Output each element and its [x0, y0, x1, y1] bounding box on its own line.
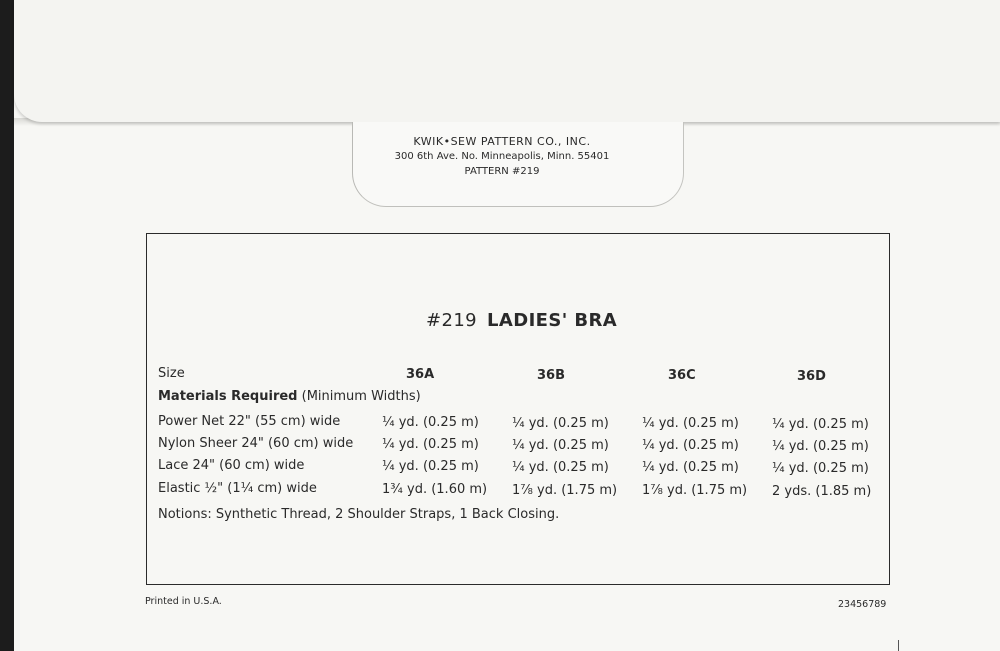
cell: ¼ yd. (0.25 m) [512, 460, 609, 475]
title-number: #219 [426, 310, 478, 331]
envelope-flap [14, 0, 1000, 122]
cell: ¼ yd. (0.25 m) [772, 439, 869, 454]
pattern-number: PATTERN #219 [464, 166, 540, 177]
catalog-code: 23456789 [838, 599, 887, 610]
title-name: LADIES' BRA [487, 310, 618, 331]
row-label: Lace 24" (60 cm) wide [158, 458, 305, 473]
row-label: Power Net 22" (55 cm) wide [158, 414, 341, 429]
cell: 1⅞ yd. (1.75 m) [512, 483, 618, 498]
materials-header [158, 389, 421, 404]
materials-label: Materials Required [158, 389, 298, 404]
cell: ¼ yd. (0.25 m) [772, 461, 869, 476]
cell: ¼ yd. (0.25 m) [642, 460, 739, 475]
materials-note: (Minimum Widths) [301, 389, 421, 404]
row-label: Elastic ½" (1¼ cm) wide [158, 481, 317, 496]
size-36b: 36B [537, 368, 565, 383]
printed-in: Printed in U.S.A. [145, 596, 222, 607]
notions: Notions: Synthetic Thread, 2 Shoulder Straps, 1 Back Closing. [158, 507, 560, 522]
cell: ¼ yd. (0.25 m) [512, 438, 609, 453]
pattern-title [426, 310, 617, 331]
cell: ¼ yd. (0.25 m) [382, 437, 479, 452]
row-label: Nylon Sheer 24" (60 cm) wide [158, 436, 354, 451]
cell: ¼ yd. (0.25 m) [772, 417, 869, 432]
size-36d: 36D [797, 369, 826, 384]
cell: ¼ yd. (0.25 m) [642, 438, 739, 453]
cell: 1¾ yd. (1.60 m) [382, 482, 488, 497]
cell: ¼ yd. (0.25 m) [642, 416, 739, 431]
size-36a: 36A [406, 367, 435, 382]
edge-mark [898, 640, 899, 651]
cell: 1⅞ yd. (1.75 m) [642, 483, 748, 498]
company-name: KWIK•SEW PATTERN CO., INC. [413, 135, 591, 148]
cell: ¼ yd. (0.25 m) [512, 416, 609, 431]
company-address: 300 6th Ave. No. Minneapolis, Minn. 55401 [394, 151, 610, 162]
specification-box [146, 233, 890, 585]
cell: ¼ yd. (0.25 m) [382, 415, 479, 430]
cell: ¼ yd. (0.25 m) [382, 459, 479, 474]
size-36c: 36C [668, 368, 696, 383]
cell: 2 yds. (1.85 m) [772, 484, 872, 499]
size-label: Size [158, 366, 185, 381]
company-info [352, 134, 652, 179]
